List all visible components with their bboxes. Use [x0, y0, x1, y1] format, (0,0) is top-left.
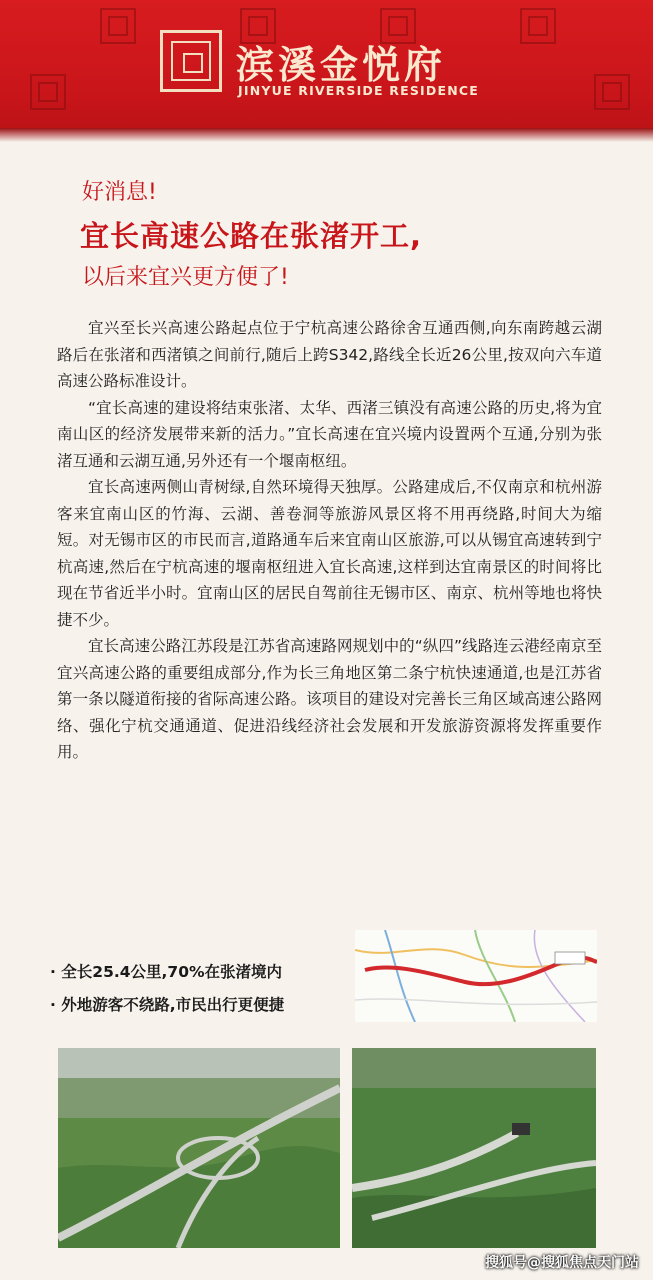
interchange-rendering-image [58, 1048, 340, 1248]
paragraph: 宜兴至长兴高速公路起点位于宁杭高速公路徐舍互通西侧,向东南跨越云湖路后在张渚和西渚镇之间前行,随后上跨S342,路线全长近26公里,按双向六车道高速公路标准设计。 [57, 319, 602, 390]
pattern-ornament [100, 8, 136, 44]
brand-english-name: JINYUE RIVERSIDE RESIDENCE [238, 83, 479, 98]
subheadline: 以后来宜兴更方便了! [82, 265, 289, 290]
highlight-list [50, 956, 284, 1022]
brand-name: 滨溪金悦府 [236, 42, 447, 87]
header-shadow [0, 128, 653, 142]
highlight-item: · 外地游客不绕路,市民出行更便捷 [50, 996, 285, 1014]
article-body [57, 315, 602, 766]
paragraph: 宜长高速两侧山青树绿,自然环境得天独厚。公路建成后,不仅南京和杭州游客来宜南山区的竹海、云湖、善卷洞等旅游风景区将不用再绕路,时间大为缩短。对无锡市区的市民而言,道路通车后来宜南山区旅游,可以从锡宜高速转到宁杭高速,然后在宁杭高速的堰南枢纽进入宜长高速,这样到达宜南景区的时间将比现在节省近半小时。宜南山区的居民自驾前往无锡市区、南京、杭州等地也将快捷不少。 [57, 478, 602, 629]
headline: 宜长高速公路在张渚开工, [80, 219, 423, 253]
route-map-graphic [355, 930, 597, 1022]
paragraph: 宜长高速公路江苏段是江苏省高速路网规划中的“纵四”线路连云港经南京至宜兴高速公路的重要组成部分,作为长三角地区第二条宁杭快速通道,也是江苏省第一条以隧道衔接的省际高速公路。该项目的建设对完善长三角区域高速公路网络、强化宁杭交通通道、促进沿线经济社会发展和开发旅游资源将发挥重要作用。 [57, 637, 602, 761]
pattern-ornament [30, 74, 66, 110]
header-banner [0, 0, 653, 138]
highlight-item: · 全长25.4公里,70%在张渚境内 [50, 963, 283, 981]
interchange-rendering-graphic [58, 1048, 340, 1248]
tunnel-rendering-graphic [352, 1048, 596, 1248]
pattern-ornament [520, 8, 556, 44]
watermark: 搜狐号@搜狐焦点天门站 [485, 1255, 639, 1271]
pattern-ornament [594, 74, 630, 110]
paragraph: “宜长高速的建设将结束张渚、太华、西渚三镇没有高速公路的历史,将为宜南山区的经济发展带来新的活力。”宜长高速在宜兴境内设置两个互通,分别为张渚互通和云湖互通,另外还有一个堰南枢纽。 [57, 398, 602, 470]
logo-icon [160, 30, 222, 92]
good-news-label: 好消息! [82, 180, 157, 205]
tunnel-rendering-image [352, 1048, 596, 1248]
route-map-image [355, 930, 597, 1022]
